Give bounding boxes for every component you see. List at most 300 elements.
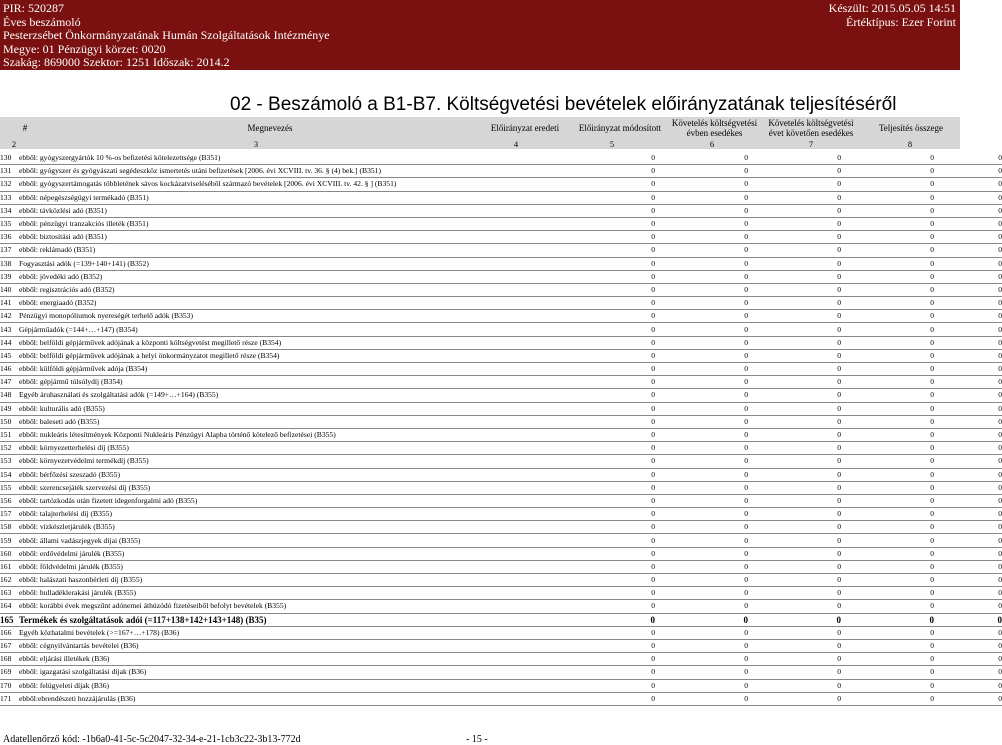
row-name: ebből: gyógyszergyártók 10 %-os befizetési kötelezettsége (B351) <box>19 152 562 165</box>
original-value: 0 <box>562 442 655 455</box>
row-name: ebből: külföldi gépjárművek adója (B354) <box>19 363 562 376</box>
modified-value: 0 <box>655 428 748 441</box>
row-name: ebből: hulladéklerakási járulék (B355) <box>19 587 562 600</box>
claim-after-value: 0 <box>841 323 934 336</box>
original-value: 0 <box>562 204 655 217</box>
row-number: 134 <box>0 204 19 217</box>
row-name: ebből: eljárási illetékek (B36) <box>19 653 562 666</box>
claim-year-value: 0 <box>748 349 841 362</box>
table-row <box>0 204 1002 217</box>
total-value: 0 <box>934 587 1002 600</box>
claim-year-value: 0 <box>748 244 841 257</box>
modified-value: 0 <box>655 415 748 428</box>
table-row <box>0 152 1002 165</box>
row-number: 160 <box>0 547 19 560</box>
claim-year-value: 0 <box>748 692 841 705</box>
modified-value: 0 <box>655 244 748 257</box>
row-name: ebből: szerencsejáték szervezési díj (B355) <box>19 481 562 494</box>
total-value: 0 <box>934 244 1002 257</box>
modified-value: 0 <box>655 283 748 296</box>
claim-year-value: 0 <box>748 270 841 283</box>
original-value: 0 <box>562 468 655 481</box>
claim-after-value: 0 <box>841 204 934 217</box>
row-name: Gépjárműadók (=144+…+147) (B354) <box>19 323 562 336</box>
modified-value: 0 <box>655 626 748 639</box>
claim-after-value: 0 <box>841 639 934 652</box>
table-row <box>0 178 1002 191</box>
table-row <box>0 494 1002 507</box>
row-name: ebből: környezetvédelmi termékdíj (B355) <box>19 455 562 468</box>
modified-value: 0 <box>655 336 748 349</box>
row-name: ebből: vízkészletjárulék (B355) <box>19 521 562 534</box>
table-row <box>0 574 1002 587</box>
claim-year-value: 0 <box>748 217 841 230</box>
claim-year-value: 0 <box>748 494 841 507</box>
original-value: 0 <box>562 244 655 257</box>
row-name: ebből: erdővédelmi járulék (B355) <box>19 547 562 560</box>
claim-year-value: 0 <box>748 428 841 441</box>
original-value: 0 <box>562 217 655 230</box>
modified-value: 0 <box>655 442 748 455</box>
total-value: 0 <box>934 323 1002 336</box>
claim-year-value: 0 <box>748 204 841 217</box>
modified-value: 0 <box>655 547 748 560</box>
row-number: 147 <box>0 376 19 389</box>
modified-value: 0 <box>655 323 748 336</box>
table-row <box>0 257 1002 270</box>
claim-after-value: 0 <box>841 283 934 296</box>
row-name: ebből: belföldi gépjárművek adójának a helyi önkormányzatot megillető része (B354) <box>19 349 562 362</box>
modified-value: 0 <box>655 204 748 217</box>
total-value: 0 <box>934 600 1002 613</box>
claim-year-value: 0 <box>748 613 841 626</box>
table-row <box>0 560 1002 573</box>
modified-value: 0 <box>655 666 748 679</box>
row-number: 162 <box>0 574 19 587</box>
original-value: 0 <box>562 547 655 560</box>
row-number: 143 <box>0 323 19 336</box>
institution-name: Pesterzsébet Önkormányzatának Humán Szolgáltatások Intézménye <box>3 28 330 42</box>
original-value: 0 <box>562 613 655 626</box>
table-row <box>0 692 1002 705</box>
original-value: 0 <box>562 310 655 323</box>
total-value: 0 <box>934 574 1002 587</box>
claim-after-value: 0 <box>841 244 934 257</box>
pir-label: PIR: 520287 <box>3 1 65 15</box>
row-number: 145 <box>0 349 19 362</box>
table-row <box>0 297 1002 310</box>
total-value: 0 <box>934 310 1002 323</box>
row-name: ebből: belföldi gépjárművek adójának a központi költségvetést megillető része (B354) <box>19 336 562 349</box>
row-number: 132 <box>0 178 19 191</box>
report-type: Éves beszámoló <box>3 15 81 29</box>
table-row <box>0 679 1002 692</box>
row-name: ebből: környezetterhelési díj (B355) <box>19 442 562 455</box>
col-num-5: 5 <box>609 139 615 149</box>
table-row <box>0 363 1002 376</box>
row-number: 159 <box>0 534 19 547</box>
claim-after-value: 0 <box>841 389 934 402</box>
modified-value: 0 <box>655 297 748 310</box>
modified-value: 0 <box>655 217 748 230</box>
row-name: ebből: pénzügyi tranzakciós illeték (B351) <box>19 217 562 230</box>
total-value: 0 <box>934 481 1002 494</box>
claim-year-value: 0 <box>748 468 841 481</box>
original-value: 0 <box>562 481 655 494</box>
claim-year-value: 0 <box>748 574 841 587</box>
row-number: 153 <box>0 455 19 468</box>
row-number: 133 <box>0 191 19 204</box>
total-value: 0 <box>934 653 1002 666</box>
row-number: 171 <box>0 692 19 705</box>
col-claim-after: Követelés költségvetési évet követően esedékes <box>768 118 854 138</box>
row-number: 131 <box>0 165 19 178</box>
modified-value: 0 <box>655 349 748 362</box>
row-number: 152 <box>0 442 19 455</box>
row-name: ebből: népegészségügyi termékadó (B351) <box>19 191 562 204</box>
total-value: 0 <box>934 508 1002 521</box>
table-row <box>0 415 1002 428</box>
original-value: 0 <box>562 191 655 204</box>
claim-after-value: 0 <box>841 310 934 323</box>
claim-after-value: 0 <box>841 547 934 560</box>
original-value: 0 <box>562 402 655 415</box>
original-value: 0 <box>562 639 655 652</box>
row-name: ebből: földvédelmi járulék (B355) <box>19 560 562 573</box>
claim-after-value: 0 <box>841 626 934 639</box>
claim-year-value: 0 <box>748 547 841 560</box>
row-name: ebből: felügyeleti díjak (B36) <box>19 679 562 692</box>
total-value: 0 <box>934 666 1002 679</box>
claim-year-value: 0 <box>748 639 841 652</box>
claim-year-value: 0 <box>748 191 841 204</box>
total-value: 0 <box>934 692 1002 705</box>
modified-value: 0 <box>655 600 748 613</box>
row-number: 150 <box>0 415 19 428</box>
total-value: 0 <box>934 191 1002 204</box>
claim-after-value: 0 <box>841 481 934 494</box>
claim-year-value: 0 <box>748 521 841 534</box>
claim-after-value: 0 <box>841 428 934 441</box>
row-name: Pénzügyi monopóliumok nyereségét terhelő adók (B353) <box>19 310 562 323</box>
total-value: 0 <box>934 376 1002 389</box>
claim-after-value: 0 <box>841 297 934 310</box>
report-header <box>0 0 960 70</box>
row-name: ebből: energiaadó (B352) <box>19 297 562 310</box>
row-name: ebből: biztosítási adó (B351) <box>19 231 562 244</box>
table-row <box>0 508 1002 521</box>
claim-after-value: 0 <box>841 191 934 204</box>
total-value: 0 <box>934 165 1002 178</box>
claim-year-value: 0 <box>748 653 841 666</box>
row-number: 136 <box>0 231 19 244</box>
claim-year-value: 0 <box>748 336 841 349</box>
claim-after-value: 0 <box>841 508 934 521</box>
row-number: 168 <box>0 653 19 666</box>
table-row <box>0 468 1002 481</box>
row-name: Termékek és szolgáltatások adói (=117+138+142+143+148) (B35) <box>19 613 562 626</box>
claim-year-value: 0 <box>748 257 841 270</box>
claim-after-value: 0 <box>841 178 934 191</box>
original-value: 0 <box>562 363 655 376</box>
total-value: 0 <box>934 534 1002 547</box>
total-value: 0 <box>934 349 1002 362</box>
claim-year-value: 0 <box>748 666 841 679</box>
total-value: 0 <box>934 494 1002 507</box>
row-name: ebből: kulturális adó (B355) <box>19 402 562 415</box>
claim-after-value: 0 <box>841 455 934 468</box>
row-number: 144 <box>0 336 19 349</box>
claim-after-value: 0 <box>841 257 934 270</box>
sector-info: Szakág: 869000 Szektor: 1251 Időszak: 2014.2 <box>3 55 230 69</box>
modified-value: 0 <box>655 494 748 507</box>
row-number: 139 <box>0 270 19 283</box>
modified-value: 0 <box>655 310 748 323</box>
budget-table <box>0 152 1002 706</box>
col-claim-year: Követelés költségvetési évben esedékes <box>671 118 758 138</box>
table-row <box>0 600 1002 613</box>
modified-value: 0 <box>655 389 748 402</box>
row-number: 161 <box>0 560 19 573</box>
claim-after-value: 0 <box>841 666 934 679</box>
total-value: 0 <box>934 679 1002 692</box>
modified-value: 0 <box>655 692 748 705</box>
claim-after-value: 0 <box>841 376 934 389</box>
modified-value: 0 <box>655 613 748 626</box>
row-number: 166 <box>0 626 19 639</box>
modified-value: 0 <box>655 191 748 204</box>
total-value: 0 <box>934 626 1002 639</box>
table-row <box>0 442 1002 455</box>
modified-value: 0 <box>655 679 748 692</box>
county-info: Megye: 01 Pénzügyi körzet: 0020 <box>3 42 166 56</box>
total-value: 0 <box>934 231 1002 244</box>
row-name: Fogyasztási adók (=139+140+141) (B352) <box>19 257 562 270</box>
original-value: 0 <box>562 257 655 270</box>
column-number-row <box>0 139 960 149</box>
claim-year-value: 0 <box>748 600 841 613</box>
original-value: 0 <box>562 165 655 178</box>
row-name: ebből: bérfőzési szeszadó (B355) <box>19 468 562 481</box>
row-name: ebből: reklámadó (B351) <box>19 244 562 257</box>
original-value: 0 <box>562 389 655 402</box>
modified-value: 0 <box>655 653 748 666</box>
claim-after-value: 0 <box>841 613 934 626</box>
row-name: ebből: regisztrációs adó (B352) <box>19 283 562 296</box>
table-row <box>0 283 1002 296</box>
claim-year-value: 0 <box>748 152 841 165</box>
claim-year-value: 0 <box>748 534 841 547</box>
original-value: 0 <box>562 626 655 639</box>
total-value: 0 <box>934 257 1002 270</box>
modified-value: 0 <box>655 574 748 587</box>
original-value: 0 <box>562 679 655 692</box>
claim-year-value: 0 <box>748 297 841 310</box>
claim-after-value: 0 <box>841 692 934 705</box>
original-value: 0 <box>562 560 655 573</box>
claim-after-value: 0 <box>841 494 934 507</box>
table-row <box>0 547 1002 560</box>
total-value: 0 <box>934 204 1002 217</box>
row-number: 154 <box>0 468 19 481</box>
claim-after-value: 0 <box>841 468 934 481</box>
claim-after-value: 0 <box>841 152 934 165</box>
row-number: 163 <box>0 587 19 600</box>
table-row <box>0 217 1002 230</box>
claim-after-value: 0 <box>841 270 934 283</box>
modified-value: 0 <box>655 257 748 270</box>
modified-value: 0 <box>655 231 748 244</box>
row-name: ebből: tartózkodás után fizetett idegenforgalmi adó (B355) <box>19 494 562 507</box>
total-value: 0 <box>934 178 1002 191</box>
table-row <box>0 349 1002 362</box>
modified-value: 0 <box>655 508 748 521</box>
claim-after-value: 0 <box>841 600 934 613</box>
modified-value: 0 <box>655 402 748 415</box>
claim-year-value: 0 <box>748 310 841 323</box>
table-row <box>0 428 1002 441</box>
col-name: Megnevezés <box>247 123 293 133</box>
modified-value: 0 <box>655 363 748 376</box>
claim-after-value: 0 <box>841 534 934 547</box>
claim-after-value: 0 <box>841 336 934 349</box>
col-number-sign: # <box>22 123 28 133</box>
row-name: ebből:ebrendészeti hozzájárulás (B36) <box>19 692 562 705</box>
row-name: ebből: talajterhelési díj (B355) <box>19 508 562 521</box>
claim-after-value: 0 <box>841 442 934 455</box>
row-number: 135 <box>0 217 19 230</box>
table-row <box>0 613 1002 626</box>
table-row <box>0 336 1002 349</box>
row-number: 167 <box>0 639 19 652</box>
original-value: 0 <box>562 336 655 349</box>
total-value: 0 <box>934 217 1002 230</box>
claim-year-value: 0 <box>748 231 841 244</box>
claim-after-value: 0 <box>841 415 934 428</box>
modified-value: 0 <box>655 455 748 468</box>
claim-year-value: 0 <box>748 323 841 336</box>
modified-value: 0 <box>655 521 748 534</box>
original-value: 0 <box>562 666 655 679</box>
table-row <box>0 376 1002 389</box>
modified-value: 0 <box>655 534 748 547</box>
created-date: Készült: 2015.05.05 14:51 <box>828 1 956 15</box>
total-value: 0 <box>934 560 1002 573</box>
row-number: 137 <box>0 244 19 257</box>
claim-after-value: 0 <box>841 574 934 587</box>
row-name: Egyéb áruhasználati és szolgáltatási adók (=149+…+164) (B355) <box>19 389 562 402</box>
claim-after-value: 0 <box>841 587 934 600</box>
claim-year-value: 0 <box>748 178 841 191</box>
claim-year-value: 0 <box>748 481 841 494</box>
original-value: 0 <box>562 231 655 244</box>
claim-year-value: 0 <box>748 560 841 573</box>
total-value: 0 <box>934 442 1002 455</box>
claim-year-value: 0 <box>748 165 841 178</box>
original-value: 0 <box>562 323 655 336</box>
col-modified: Előirányzat módosított <box>578 123 662 133</box>
col-total: Teljesítés összege <box>878 123 944 133</box>
original-value: 0 <box>562 415 655 428</box>
control-code: Adatellenőrző kód: -1b6a0-41-5c-5c2047-32-34-e-21-1cb3c22-3b13-772d <box>3 734 301 745</box>
table-row <box>0 534 1002 547</box>
original-value: 0 <box>562 653 655 666</box>
original-value: 0 <box>562 376 655 389</box>
page-number: - 15 - <box>466 734 488 745</box>
table-column-header <box>0 117 960 139</box>
row-number: 157 <box>0 508 19 521</box>
table-row <box>0 310 1002 323</box>
original-value: 0 <box>562 494 655 507</box>
row-number: 140 <box>0 283 19 296</box>
col-original: Előirányzat eredeti <box>490 123 560 133</box>
original-value: 0 <box>562 283 655 296</box>
row-number: 146 <box>0 363 19 376</box>
claim-after-value: 0 <box>841 217 934 230</box>
original-value: 0 <box>562 178 655 191</box>
col-num-7: 7 <box>808 139 814 149</box>
original-value: 0 <box>562 508 655 521</box>
row-number: 130 <box>0 152 19 165</box>
claim-year-value: 0 <box>748 363 841 376</box>
modified-value: 0 <box>655 152 748 165</box>
row-name: ebből: igazgatási szolgáltatási díjak (B36) <box>19 666 562 679</box>
table-row <box>0 626 1002 639</box>
table-row <box>0 402 1002 415</box>
table-row <box>0 521 1002 534</box>
row-number: 170 <box>0 679 19 692</box>
claim-after-value: 0 <box>841 560 934 573</box>
original-value: 0 <box>562 270 655 283</box>
total-value: 0 <box>934 428 1002 441</box>
row-number: 151 <box>0 428 19 441</box>
total-value: 0 <box>934 402 1002 415</box>
row-name: ebből: cégnyilvántartás bevételei (B36) <box>19 639 562 652</box>
row-number: 156 <box>0 494 19 507</box>
claim-year-value: 0 <box>748 679 841 692</box>
row-number: 141 <box>0 297 19 310</box>
row-name: ebből: korábbi évek megszűnt adónemei áthúzódó fizetéseiből befolyt bevételek (B355) <box>19 600 562 613</box>
total-value: 0 <box>934 468 1002 481</box>
claim-after-value: 0 <box>841 653 934 666</box>
row-number: 164 <box>0 600 19 613</box>
claim-year-value: 0 <box>748 376 841 389</box>
modified-value: 0 <box>655 376 748 389</box>
table-row <box>0 244 1002 257</box>
row-name: ebből: gyógyszertámogatás többletének sávos kockázatviseléséből származó bevételek [2006. évi XCVIII. tv. 42. § ] (B351) <box>19 178 562 191</box>
row-number: 158 <box>0 521 19 534</box>
total-value: 0 <box>934 297 1002 310</box>
original-value: 0 <box>562 297 655 310</box>
row-number: 155 <box>0 481 19 494</box>
claim-after-value: 0 <box>841 402 934 415</box>
original-value: 0 <box>562 349 655 362</box>
original-value: 0 <box>562 455 655 468</box>
claim-after-value: 0 <box>841 521 934 534</box>
claim-year-value: 0 <box>748 389 841 402</box>
total-value: 0 <box>934 270 1002 283</box>
modified-value: 0 <box>655 639 748 652</box>
modified-value: 0 <box>655 481 748 494</box>
table-row <box>0 455 1002 468</box>
row-name: ebből: gyógyszer és gyógyászati segédeszköz ismertetés utáni befizetések [2006. évi XCVIII. tv. 36. § (4) bek.] (B351) <box>19 165 562 178</box>
claim-year-value: 0 <box>748 415 841 428</box>
col-num-4: 4 <box>513 139 519 149</box>
table-row <box>0 481 1002 494</box>
claim-year-value: 0 <box>748 442 841 455</box>
table-row <box>0 270 1002 283</box>
table-row <box>0 323 1002 336</box>
